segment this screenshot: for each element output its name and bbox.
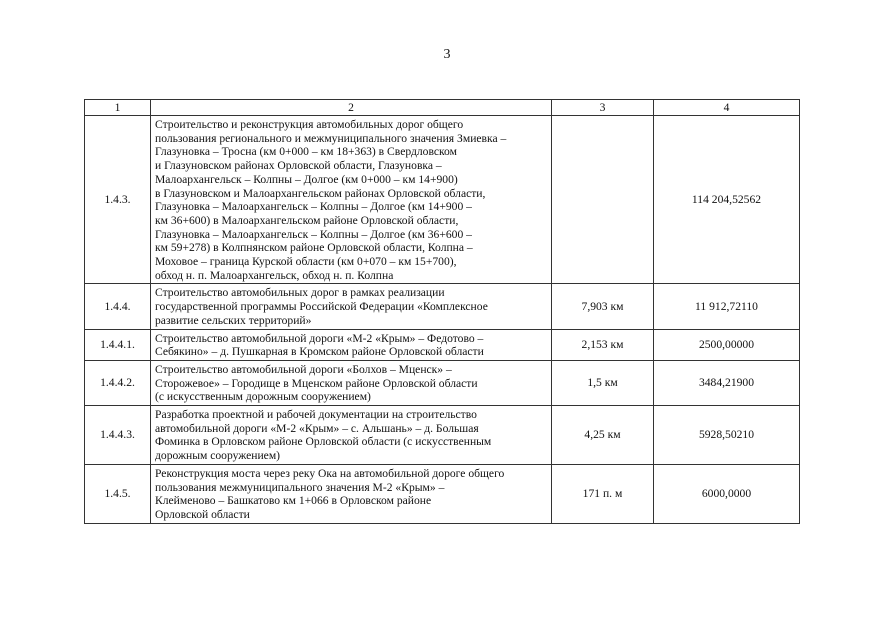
cost-cell: 5928,50210 [654,406,800,465]
column-header: 2 [151,100,552,116]
description-cell [151,329,552,360]
description-line: Глазуновка – Малоархангельск – Колпны – Долгое (км 14+900 – [155,200,472,214]
cost-cell: 2500,00000 [654,329,800,360]
description-cell [151,360,552,405]
description-line: Орловской области [155,507,250,521]
table-row [85,464,800,523]
description-cell [151,116,552,284]
cost-cell: 6000,0000 [654,464,800,523]
length-cell: 4,25 км [552,406,654,465]
description-line: Моховое – граница Курской области (км 0+070 – км 15+700), [155,255,457,269]
table-row [85,360,800,405]
description-cell [151,284,552,329]
description-line: Сторожевое» – Городище в Мценском районе Орловской области [155,376,478,390]
table-row [85,284,800,329]
description-line: обход н. п. Малоархангельск, обход н. п. Колпна [155,268,394,282]
description-line: Глазуновка – Малоархангельск – Колпны – Долгое (км 36+600 – [155,227,472,241]
column-header: 1 [85,100,151,116]
cost-cell: 3484,21900 [654,360,800,405]
description-line: Фоминка в Орловском районе Орловской области (с искусственным [155,435,492,449]
cost-cell: 11 912,72110 [654,284,800,329]
description-line: пользования межмуниципального значения М-2 «Крым» – [155,480,445,494]
length-cell: 1,5 км [552,360,654,405]
description-line: автомобильной дороги «М-2 «Крым» – с. Альшань» – д. Большая [155,421,479,435]
table-body [85,116,800,524]
length-cell: 7,903 км [552,284,654,329]
column-header: 3 [552,100,654,116]
description-line: Строительство и реконструкция автомобильных дорог общего [155,118,464,131]
description-line: в Глазуновском и Малоархангельском районах Орловской области, [155,186,486,200]
table-row [85,406,800,465]
length-cell: 171 п. м [552,464,654,523]
description-line: государственной программы Российской Федерации «Комплексное [155,300,488,314]
cost-cell: 114 204,52562 [654,116,800,284]
length-cell [552,116,654,284]
description-line: Строительство автомобильной дороги «М-2 «Крым» – Федотово – [155,331,484,345]
document-table [84,99,800,524]
description-line: Себякино» – д. Пушкарная в Кромском районе Орловской области [155,345,484,359]
row-number-cell: 1.4.4.3. [85,406,151,465]
table-header-row [85,100,800,116]
row-number-cell: 1.4.4.2. [85,360,151,405]
description-line: км 36+600) в Малоархангельском районе Орловской области, [155,213,459,227]
description-line: Клейменово – Башкатово км 1+066 в Орловском районе [155,494,432,508]
description-line: дорожным сооружением) [155,449,281,463]
page-number: 3 [443,47,451,62]
description-line: Строительство автомобильной дороги «Болхов – Мценск» – [155,362,452,376]
description-line: Строительство автомобильных дорог в рамках реализации [155,286,445,300]
row-number-cell: 1.4.3. [85,116,151,284]
row-number-cell: 1.4.4. [85,284,151,329]
description-line: км 59+278) в Колпнянском районе Орловской области, Колпна – [155,241,473,255]
description-line: Глазуновка – Тросна (км 0+000 – км 18+363) в Свердловском [155,145,457,159]
description-line: (с искусственным дорожным сооружением) [155,390,371,404]
description-line: Реконструкция моста через реку Ока на автомобильной дороге общего [155,466,505,480]
row-number-cell: 1.4.5. [85,464,151,523]
row-number-cell: 1.4.4.1. [85,329,151,360]
description-line: пользования регионального и межмуниципального значения Змиевка – [155,131,507,145]
length-cell: 2,153 км [552,329,654,360]
description-cell [151,464,552,523]
column-header: 4 [654,100,800,116]
description-line: и Глазуновском районах Орловской области, Глазуновка – [155,159,442,173]
description-cell [151,406,552,465]
table-row [85,329,800,360]
description-line: развитие сельских территорий» [155,313,312,327]
description-line: Малоархангельск – Колпны – Долгое (км 0+000 – км 14+900) [155,172,458,186]
table-row [85,116,800,284]
description-line: Разработка проектной и рабочей документации на строительство [155,408,477,422]
